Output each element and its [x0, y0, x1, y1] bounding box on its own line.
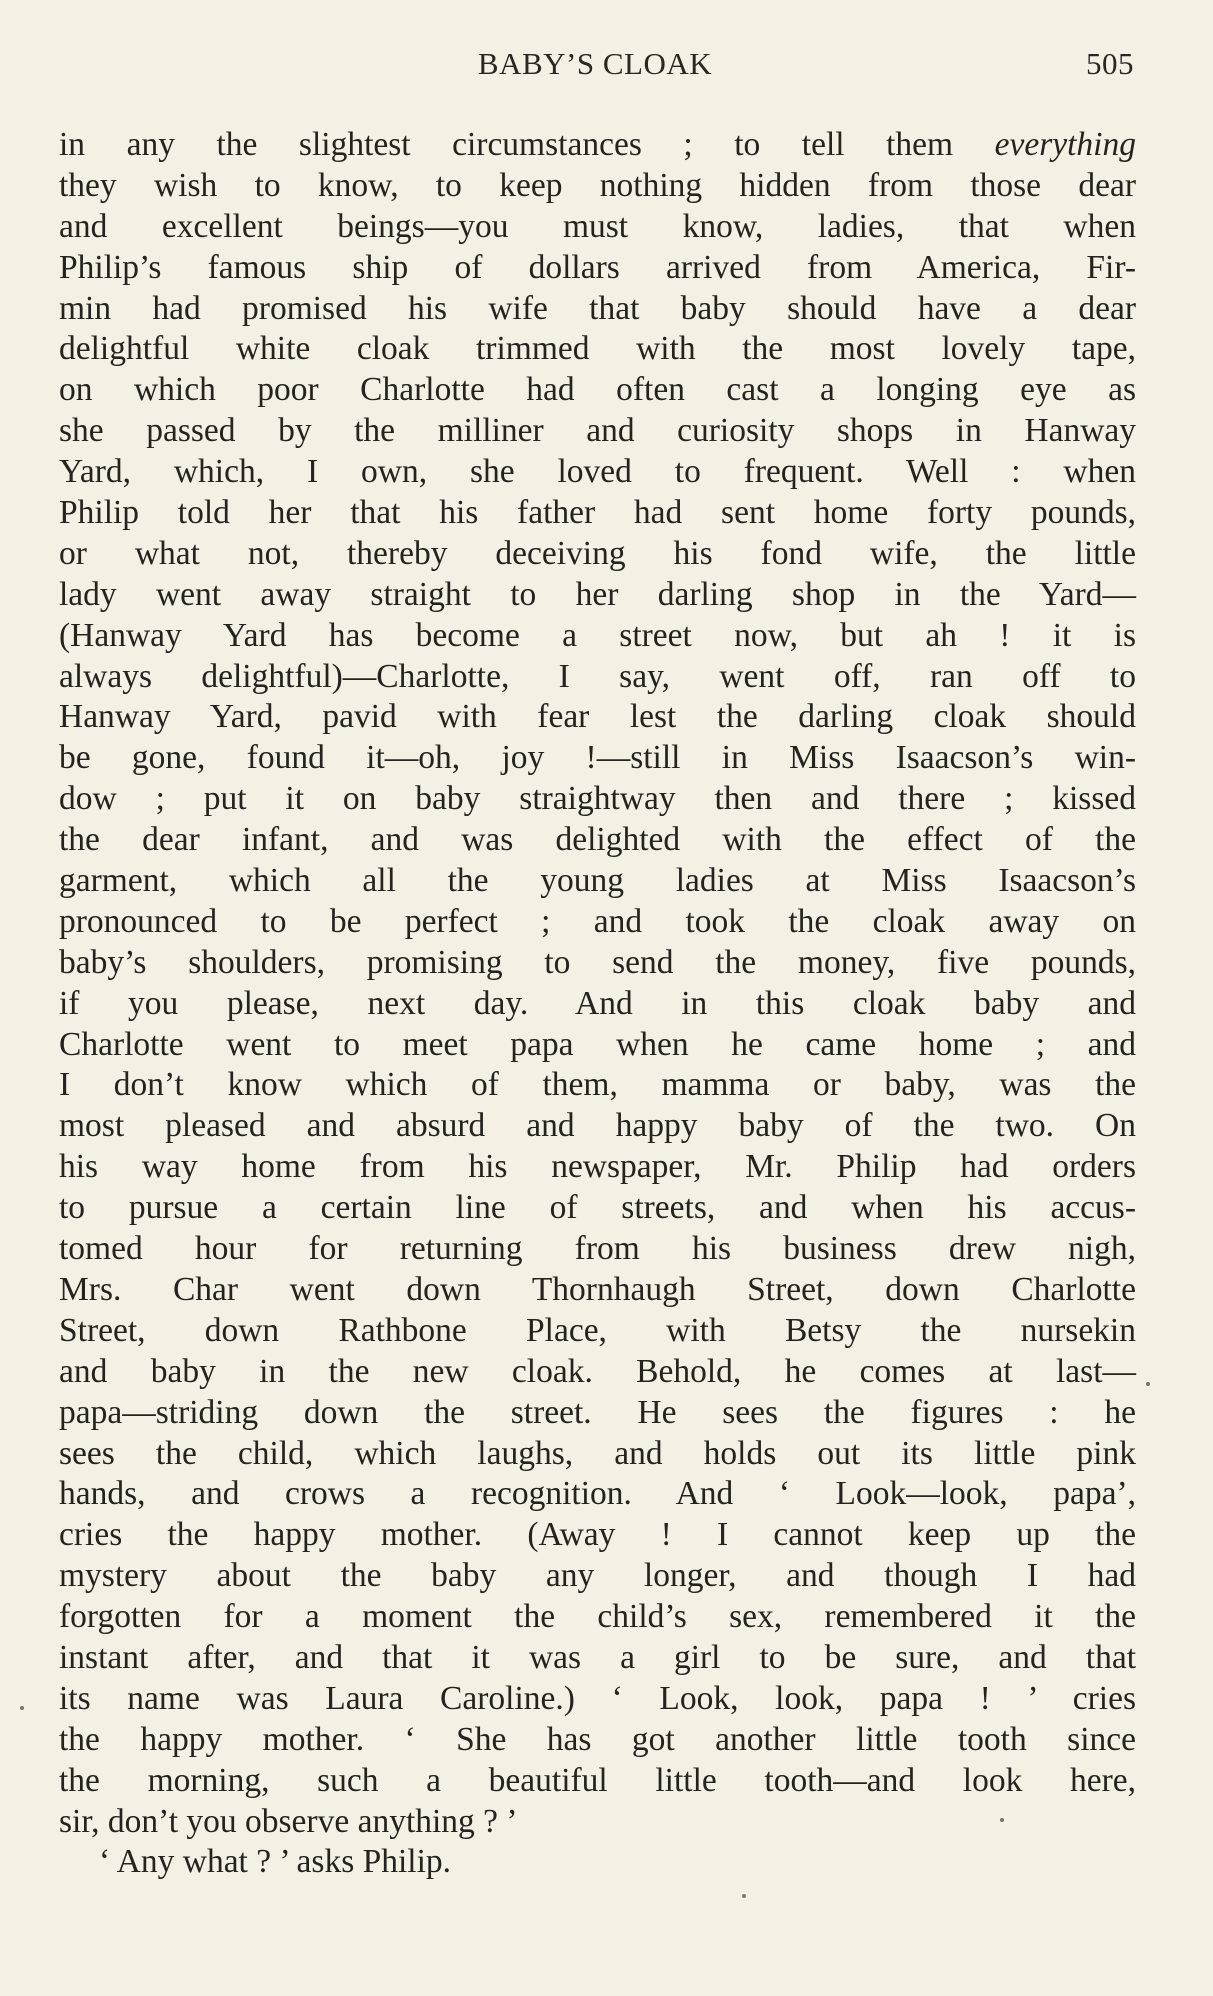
line-text: always delightful)—Charlotte, I say, went off, ran off to [59, 657, 1136, 695]
line-text: papa—striding down the street. He sees the figures : he [59, 1393, 1136, 1431]
text-line [59, 1842, 1136, 1883]
line-text: delightful white cloak trimmed with the most lovely tape, [59, 330, 1136, 368]
text-line [59, 1802, 1136, 1843]
line-text: Yard, which, I own, she loved to frequent. Well : when [59, 453, 1136, 491]
line-text: tomed hour for returning from his business drew nigh, [59, 1230, 1136, 1268]
italic-text: everything [994, 126, 1136, 163]
line-text: (Hanway Yard has become a street now, but ah ! it is [59, 616, 1136, 654]
text-line [59, 1638, 1136, 1679]
text-line [59, 1720, 1136, 1761]
text-line [59, 248, 1136, 289]
text-line [59, 1515, 1136, 1556]
text-line [59, 1352, 1136, 1393]
line-text: mystery about the baby any longer, and though I had [59, 1557, 1136, 1595]
text-line [59, 1065, 1136, 1106]
text-line [59, 1556, 1136, 1597]
text-line [59, 984, 1136, 1025]
text-line [59, 1025, 1136, 1066]
line-text: they wish to know, to keep nothing hidden from those dear [59, 166, 1136, 204]
line-text: garment, which all the young ladies at Miss Isaacson’s [59, 862, 1136, 900]
text-line [59, 370, 1136, 411]
line-text: or what not, thereby deceiving his fond wife, the little [59, 534, 1136, 572]
line-text: its name was Laura Caroline.) ‘ Look, look, papa ! ’ cries [59, 1679, 1136, 1717]
text-line [59, 1229, 1136, 1270]
text-line [59, 1270, 1136, 1311]
print-speck [742, 1894, 746, 1898]
text-line [59, 1188, 1136, 1229]
text-line [59, 902, 1136, 943]
line-text: most pleased and absurd and happy baby of the two. On [59, 1107, 1136, 1145]
line-text: Philip told her that his father had sent home forty pounds, [59, 494, 1136, 532]
text-line [59, 616, 1136, 657]
line-text: pronounced to be perfect ; and took the cloak away on [59, 902, 1136, 940]
text-line [59, 1474, 1136, 1515]
line-text: be gone, found it—oh, joy !—still in Miss Isaacson’s win- [59, 739, 1136, 777]
text-line [59, 575, 1136, 616]
line-text: Mrs. Char went down Thornhaugh Street, down Charlotte [59, 1270, 1136, 1308]
line-text: if you please, next day. And in this cloak baby and [59, 984, 1136, 1022]
text-line [59, 452, 1136, 493]
line-text: Charlotte went to meet papa when he came home ; and [59, 1025, 1136, 1063]
line-text: dow ; put it on baby straightway then and there ; kissed [59, 780, 1136, 818]
text-line [59, 697, 1136, 738]
text-line [59, 657, 1136, 698]
text-line [59, 411, 1136, 452]
text-line [59, 329, 1136, 370]
text-line [59, 1147, 1136, 1188]
line-text: hands, and crows a recognition. And ‘ Look—look, papa’, [59, 1475, 1136, 1513]
text-line [59, 125, 1136, 166]
text-line [59, 1679, 1136, 1720]
print-speck [20, 1706, 24, 1710]
line-text: she passed by the milliner and curiosity shops in Hanway [59, 412, 1136, 450]
text-line [59, 861, 1136, 902]
line-text: sees the child, which laughs, and holds out its little pink [59, 1434, 1136, 1472]
text-line [59, 1311, 1136, 1352]
running-head [56, 46, 1134, 90]
line-text: Street, down Rathbone Place, with Betsy the nursekin [59, 1311, 1136, 1349]
text-line [59, 1393, 1136, 1434]
line-text: forgotten for a moment the child’s sex, remembered it the [59, 1598, 1136, 1636]
running-title: BABY’S CLOAK [477, 46, 713, 81]
text-line [59, 493, 1136, 534]
text-line [59, 820, 1136, 861]
line-text: the dear infant, and was delighted with the effect of the [59, 821, 1136, 859]
line-text: to pursue a certain line of streets, and when his accus- [59, 1189, 1136, 1227]
text-line [59, 779, 1136, 820]
body-text [59, 125, 1136, 1883]
text-line [59, 1761, 1136, 1802]
line-text: I don’t know which of them, mamma or baby, was the [59, 1066, 1136, 1104]
line-text: and baby in the new cloak. Behold, he comes at last— [59, 1352, 1136, 1390]
line-text: in any the slightest circumstances ; to tell them [59, 126, 995, 163]
print-speck [1000, 1818, 1004, 1822]
page-number: 505 [1086, 46, 1134, 81]
line-text: min had promised his wife that baby should have a dear [59, 289, 1136, 327]
text-line [59, 738, 1136, 779]
line-text: his way home from his newspaper, Mr. Philip had orders [59, 1148, 1136, 1186]
text-line [59, 534, 1136, 575]
line-text: cries the happy mother. (Away ! I cannot keep up the [59, 1516, 1136, 1554]
line-text: Hanway Yard, pavid with fear lest the darling cloak should [59, 698, 1136, 736]
text-line [59, 943, 1136, 984]
line-text: on which poor Charlotte had often cast a longing eye as [59, 371, 1136, 409]
text-line [59, 207, 1136, 248]
line-text: the happy mother. ‘ She has got another little tooth since [59, 1720, 1136, 1758]
line-text: sir, don’t you observe anything ? ’ [59, 1802, 518, 1840]
text-line [59, 1597, 1136, 1638]
line-text: ‘ Any what ? ’ asks Philip. [99, 1843, 452, 1881]
line-text: Philip’s famous ship of dollars arrived from America, Fir- [59, 248, 1136, 286]
text-line [59, 166, 1136, 207]
text-line [59, 1434, 1136, 1475]
line-text: and excellent beings—you must know, ladies, that when [59, 207, 1136, 245]
text-line [59, 1106, 1136, 1147]
print-speck [1146, 1382, 1150, 1386]
line-text: instant after, and that it was a girl to be sure, and that [59, 1638, 1136, 1676]
line-text: baby’s shoulders, promising to send the money, five pounds, [59, 943, 1136, 981]
line-text: lady went away straight to her darling shop in the Yard— [59, 575, 1136, 613]
line-text: the morning, such a beautiful little tooth—and look here, [59, 1761, 1136, 1799]
text-line [59, 289, 1136, 330]
